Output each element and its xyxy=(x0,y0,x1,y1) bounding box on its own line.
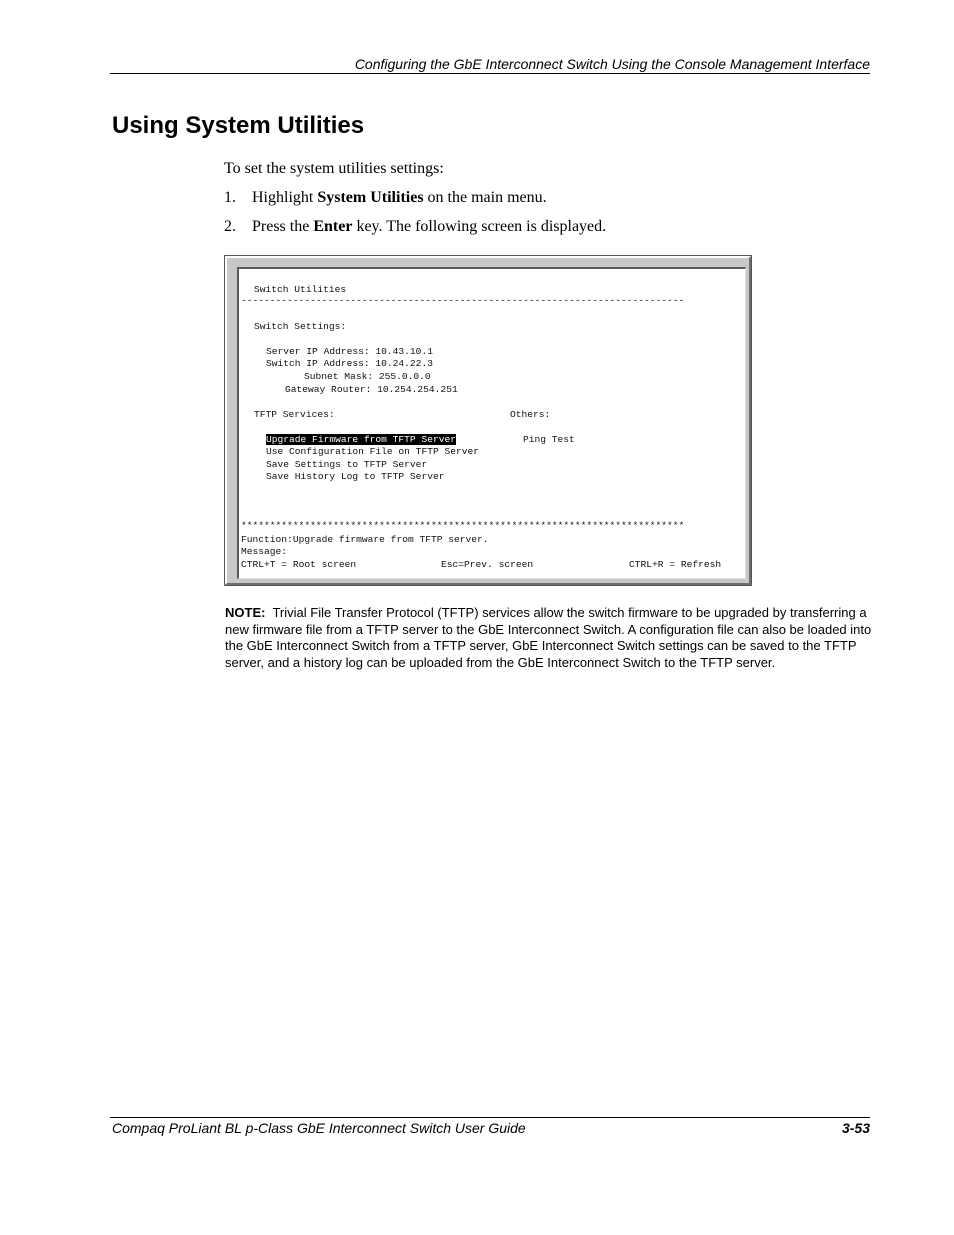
step-1-pre: Highlight xyxy=(252,189,318,206)
console-key-refresh: CTRL+R = Refresh xyxy=(629,559,722,570)
console-key-root-screen: CTRL+T = Root screen xyxy=(241,559,357,570)
console-menu-save-settings[interactable]: Save Settings to TFTP Server xyxy=(266,459,428,470)
console-star-rule: ***************************************************************************** xyxy=(241,520,685,531)
console-menu-upgrade-firmware[interactable] xyxy=(266,434,456,446)
console-others-label: Others: xyxy=(510,409,551,420)
console-key-prev-screen: Esc=Prev. screen xyxy=(441,559,534,570)
console-gateway-router: Gateway Router: 10.254.254.251 xyxy=(285,384,458,395)
note-text: Trivial File Transfer Protocol (TFTP) services allow the switch firmware to be upgraded by transferring a new firmware file from a TFTP server to the GbE Interconnect Switch. A configuration file can also be loaded into the GbE Interconnect Switch from a TFTP server, GbE Interconnect Switch settings can be saved to the TFTP server, and a history log can be uploaded from the GbE Interconnect Switch to the TFTP server. xyxy=(225,605,872,670)
footer-document-title: Compaq ProLiant BL p-Class GbE Interconnect Switch User Guide xyxy=(112,1120,526,1136)
step-1 xyxy=(224,189,547,207)
section-title: Using System Utilities xyxy=(112,112,365,139)
step-2-bold: Enter xyxy=(313,218,353,235)
header-rule xyxy=(110,73,870,74)
step-1-number: 1. xyxy=(224,189,236,206)
step-2-pre: Press the xyxy=(252,218,314,235)
step-2 xyxy=(224,218,606,236)
step-1-post: on the main menu. xyxy=(423,189,547,206)
console-screen xyxy=(237,267,746,579)
running-header: Configuring the GbE Interconnect Switch Using the Console Management Interface xyxy=(354,56,870,72)
note-label: NOTE: xyxy=(225,605,266,620)
console-menu-upgrade-firmware-label: Upgrade Firmware from TFTP Server xyxy=(266,434,456,445)
footer-rule xyxy=(110,1117,870,1118)
console-settings-label: Switch Settings: xyxy=(254,321,347,332)
step-2-number: 2. xyxy=(224,218,236,235)
step-1-bold: System Utilities xyxy=(317,189,424,206)
console-switch-ip: Switch IP Address: 10.24.22.3 xyxy=(266,358,433,369)
footer-page-number: 3-53 xyxy=(841,1120,870,1136)
console-tftp-label: TFTP Services: xyxy=(254,409,335,420)
step-2-post: key. The following screen is displayed. xyxy=(352,218,607,235)
console-server-ip: Server IP Address: 10.43.10.1 xyxy=(266,346,433,357)
note-paragraph xyxy=(225,605,875,671)
console-message-line: Message: xyxy=(241,546,288,557)
console-dash-rule: ----------------------------------------------------------------------------- xyxy=(241,295,685,306)
console-subnet-mask: Subnet Mask: 255.0.0.0 xyxy=(304,371,431,382)
console-function-line: Function:Upgrade firmware from TFTP server. xyxy=(241,534,489,545)
intro-text: To set the system utilities settings: xyxy=(224,160,444,177)
console-title: Switch Utilities xyxy=(254,284,347,295)
console-menu-ping-test[interactable]: Ping Test xyxy=(523,434,575,445)
console-menu-use-config-file[interactable]: Use Configuration File on TFTP Server xyxy=(266,446,480,457)
console-menu-save-history-log[interactable]: Save History Log to TFTP Server xyxy=(266,471,445,482)
